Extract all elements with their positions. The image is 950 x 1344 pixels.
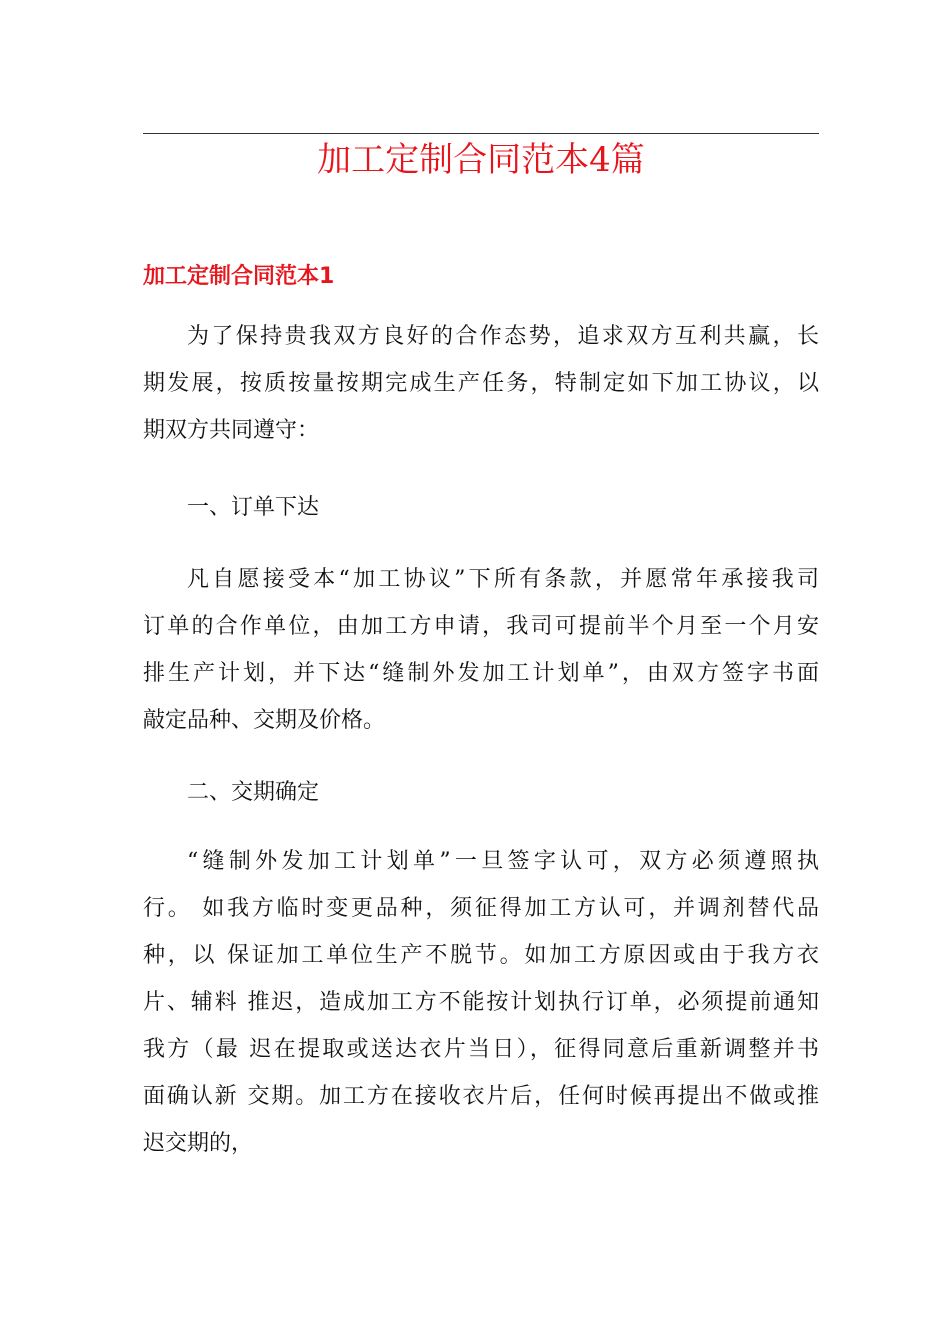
item-heading-order: 一、订单下达	[187, 495, 320, 520]
paragraph-line: 我方（最 迟在提取或送达衣片当日），征得同意后重新调整并书	[143, 1037, 819, 1062]
delivery-paragraph	[143, 838, 819, 1167]
paragraph-line: 排生产计划，并下达“缝制外发加工计划单”，由双方签字书面	[143, 661, 819, 686]
paragraph-line: 为了保持贵我双方良好的合作态势，追求双方互利共赢，长	[187, 324, 819, 349]
header-rule	[143, 133, 819, 134]
document-title: 加工定制合同范本4篇	[317, 140, 645, 180]
paragraph-line: 敲定品种、交期及价格。	[143, 708, 386, 733]
paragraph-line: 凡自愿接受本“加工协议”下所有条款，并愿常年承接我司	[187, 567, 819, 592]
intro-paragraph	[143, 313, 819, 454]
paragraph-line: “缝制外发加工计划单”一旦签字认可，双方必须遵照执	[187, 849, 819, 874]
paragraph-line: 种，以 保证加工单位生产不脱节。如加工方原因或由于我方衣	[143, 943, 819, 968]
order-paragraph	[143, 556, 819, 744]
paragraph-line: 行。 如我方临时变更品种，须征得加工方认可，并调剂替代品	[143, 896, 819, 921]
paragraph-line: 面确认新 交期。加工方在接收衣片后，任何时候再提出不做或推	[143, 1084, 819, 1109]
paragraph-line: 迟交期的，	[143, 1131, 254, 1156]
paragraph-line: 期发展，按质按量按期完成生产任务，特制定如下加工协议，以	[143, 371, 819, 396]
paragraph-line: 期双方共同遵守：	[143, 418, 320, 443]
paragraph-line: 片、辅料 推迟，造成加工方不能按计划执行订单，必须提前通知	[143, 990, 819, 1015]
paragraph-line: 订单的合作单位，由加工方申请，我司可提前半个月至一个月安	[143, 614, 819, 639]
section-heading: 加工定制合同范本1	[143, 264, 335, 289]
item-heading-delivery: 二、交期确定	[187, 780, 320, 805]
